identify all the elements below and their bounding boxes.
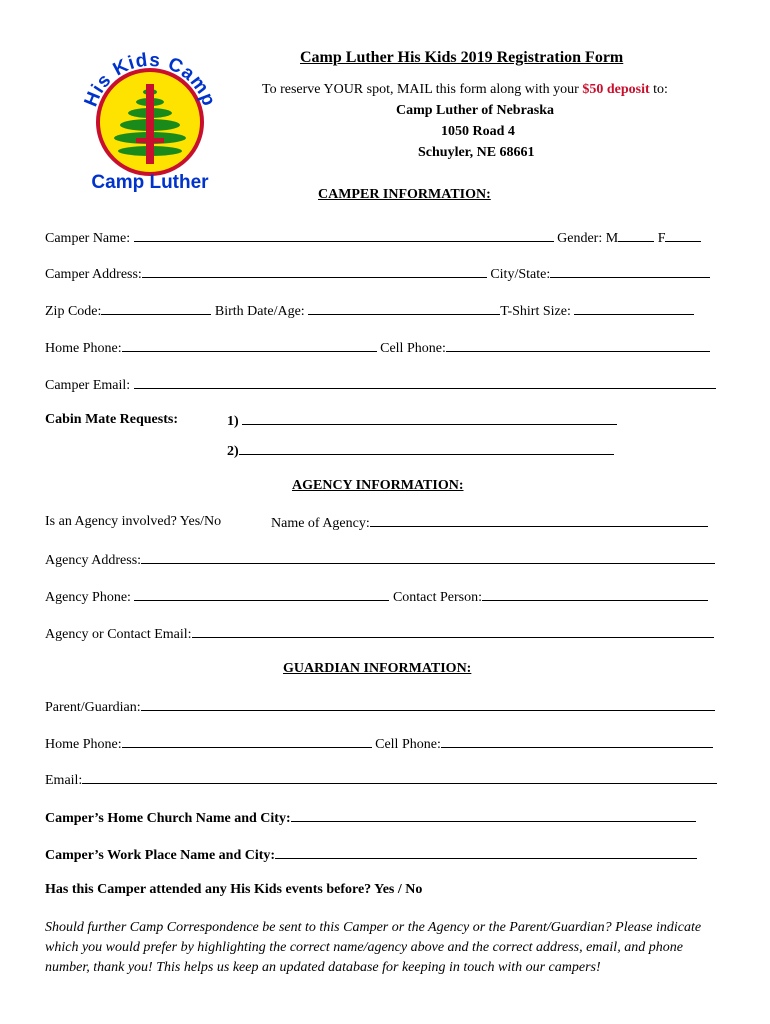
mail-org: Camp Luther of Nebraska [396, 103, 555, 118]
camper-home-phone-field[interactable] [122, 339, 377, 352]
camper-address-label: Camper Address: [45, 267, 142, 282]
cabin-label: Cabin Mate Requests: [45, 412, 178, 427]
church-label: Camper’s Home Church Name and City: [45, 811, 291, 826]
church-field[interactable] [291, 809, 696, 822]
zip-row [45, 302, 694, 320]
guardian-home-phone-label: Home Phone: [45, 737, 122, 752]
attended-question: Has this Camper attended any His Kids events before? Yes / No [45, 882, 423, 897]
agency-phone-label: Agency Phone: [45, 590, 131, 605]
city-state-field[interactable] [550, 265, 710, 278]
cabin-1-label: 1) [227, 414, 239, 429]
camper-section-title: CAMPER INFORMATION: [318, 187, 491, 202]
camper-home-phone-label: Home Phone: [45, 341, 122, 356]
agency-address-row [45, 551, 715, 569]
agency-phone-field[interactable] [134, 588, 389, 601]
agency-phone-row [45, 588, 708, 606]
agency-email-row [45, 625, 714, 643]
gender-m-field[interactable] [618, 229, 654, 242]
cabin-2-label: 2) [227, 444, 239, 459]
cabin-1-field[interactable] [242, 412, 617, 425]
cabin-request-2 [227, 442, 614, 460]
birth-label: Birth Date/Age: [214, 304, 305, 319]
guardian-email-field[interactable] [82, 771, 717, 784]
agency-name-field[interactable] [370, 514, 708, 527]
contact-person-label: Contact Person: [392, 590, 482, 605]
camper-name-field[interactable] [134, 229, 554, 242]
parent-row [45, 698, 715, 716]
guardian-cell-phone-label: Cell Phone: [375, 737, 441, 752]
intro-text [262, 82, 668, 98]
intro-before: To reserve YOUR spot, MAIL this form along with your [262, 82, 583, 97]
mail-address2: Schuyler, NE 68661 [418, 145, 535, 160]
zip-label: Zip Code: [45, 304, 102, 319]
gender-f-field[interactable] [665, 229, 701, 242]
agency-involved-label: Is an Agency involved? Yes/No [45, 514, 222, 529]
parent-field[interactable] [141, 698, 715, 711]
work-label: Camper’s Work Place Name and City: [45, 848, 276, 863]
camper-email-label: Camper Email: [45, 378, 131, 393]
deposit-amount: $50 deposit [582, 82, 650, 97]
agency-address-field[interactable] [141, 551, 715, 564]
camper-email-row [45, 376, 716, 394]
guardian-cell-phone-field[interactable] [441, 735, 713, 748]
contact-person-field[interactable] [482, 588, 708, 601]
correspondence-note: Should further Camp Correspondence be sent to this Camper or the Agency or the Parent/Guardian? Please indicate which you would prefer by highlighting the correct name/agency above and the correct address, email, and phone number, thank you! This helps us keep an updated database for keeping in touch with our campers! [45, 920, 702, 975]
agency-email-field[interactable] [192, 625, 714, 638]
camper-address-field[interactable] [142, 265, 487, 278]
mail-address1: 1050 Road 4 [441, 124, 515, 139]
work-row [45, 846, 697, 864]
city-state-label: City/State: [490, 267, 551, 282]
form-title: Camp Luther His Kids 2019 Registration Form [300, 49, 624, 66]
guardian-section-title: GUARDIAN INFORMATION: [283, 661, 472, 676]
zip-field[interactable] [101, 302, 211, 315]
intro-after: to: [649, 82, 668, 97]
logo-bottom-text: Camp Luther [91, 172, 209, 193]
camper-email-field[interactable] [134, 376, 716, 389]
camper-name-label: Camper Name: [45, 231, 131, 246]
camper-phone-row [45, 339, 710, 357]
church-row [45, 809, 696, 827]
agency-name-label: Name of Agency: [271, 516, 370, 531]
agency-email-label: Agency or Contact Email: [45, 627, 192, 642]
camper-cell-phone-field[interactable] [446, 339, 710, 352]
agency-involved-row [45, 514, 221, 530]
cabin-request-1 [227, 412, 617, 430]
guardian-phone-row [45, 735, 713, 753]
parent-label: Parent/Guardian: [45, 700, 141, 715]
agency-name-group [271, 514, 708, 532]
camper-address-row [45, 265, 710, 283]
camper-cell-phone-label: Cell Phone: [380, 341, 446, 356]
agency-address-label: Agency Address: [45, 553, 142, 568]
birth-field[interactable] [308, 302, 500, 315]
tshirt-field[interactable] [574, 302, 694, 315]
guardian-email-label: Email: [45, 773, 83, 788]
gender-f-label: F [657, 231, 666, 246]
tshirt-label: T-Shirt Size: [500, 304, 571, 319]
guardian-home-phone-field[interactable] [122, 735, 372, 748]
camper-name-row [45, 229, 701, 247]
agency-section-title: AGENCY INFORMATION: [292, 478, 464, 493]
gender-label: Gender: M [557, 231, 619, 246]
cabin-2-field[interactable] [239, 442, 614, 455]
logo-arc-text: His Kids Camp [80, 50, 220, 110]
camp-luther-logo [80, 50, 220, 195]
guardian-email-row [45, 771, 717, 789]
work-field[interactable] [275, 846, 697, 859]
